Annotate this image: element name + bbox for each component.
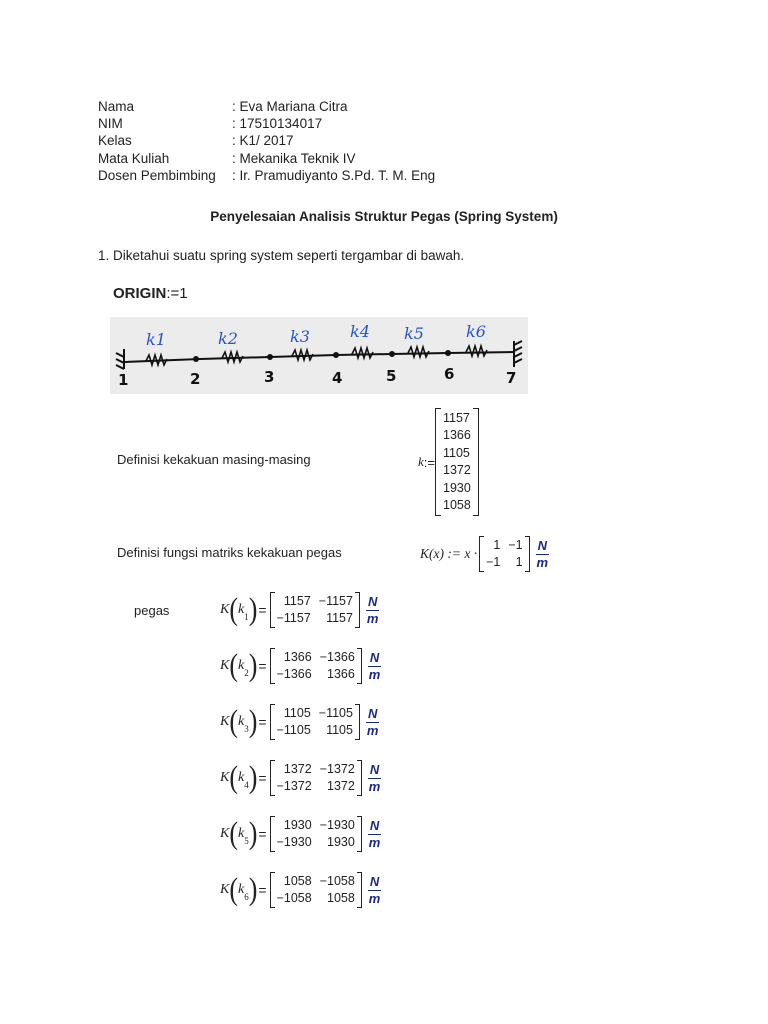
- equals-sign: =: [258, 770, 267, 786]
- k-assign: :=: [423, 454, 435, 470]
- matrix-cell: −1: [486, 555, 501, 569]
- node-dot: [445, 350, 451, 356]
- subscript: 1: [244, 612, 249, 622]
- spring-label-k4: k4: [350, 322, 370, 341]
- equals-sign: =: [258, 714, 267, 730]
- unit-n-per-m: $\frac{N}{m}$: [368, 761, 381, 794]
- matrix-cell: −1058: [276, 891, 312, 905]
- result-matrix: [270, 648, 362, 684]
- unit-n-per-m: $\frac{N}{m}$: [536, 537, 549, 570]
- matrix-cell: −1930: [319, 818, 355, 832]
- matrix-cell: −1366: [319, 650, 355, 664]
- subscript: 2: [244, 668, 249, 678]
- matrix-cell: 1930: [283, 818, 312, 832]
- matrix-cell: −1: [508, 538, 523, 552]
- result-matrix: [270, 816, 362, 852]
- result-row: [220, 760, 381, 796]
- node-dot: [267, 354, 273, 360]
- info-row-mata-kuliah: [98, 150, 598, 167]
- matrix-cell: −1105: [318, 706, 353, 720]
- origin-value: 1: [179, 285, 188, 302]
- result-row: [220, 648, 381, 684]
- matrix-cell: 1058: [327, 891, 355, 905]
- spring-label-k3: k3: [290, 327, 310, 346]
- equals-sign: =: [258, 602, 267, 618]
- matrix-cell: −1366: [276, 667, 312, 681]
- k-definition: [418, 408, 479, 516]
- matrix-cell: 1366: [283, 650, 312, 664]
- result-matrix: [270, 872, 362, 908]
- k-value: 1372: [443, 463, 471, 477]
- origin-assign: :=: [166, 285, 180, 302]
- node-label-7: 7: [506, 369, 517, 387]
- info-value: : Eva Mariana Citra: [232, 99, 348, 114]
- result-lhs: K ( k 4 ): [220, 760, 258, 795]
- question-text: 1. Diketahui suatu spring system seperti tergambar di bawah.: [98, 248, 465, 263]
- node-label-4: 4: [332, 369, 343, 387]
- origin-keyword: ORIGIN: [113, 285, 167, 302]
- node-label-6: 6: [444, 365, 455, 383]
- document-title: Penyelesaian Analisis Struktur Pegas (Spring System): [210, 209, 558, 224]
- kfun-lhs: K(x) := x ·: [420, 546, 478, 561]
- matrix-cell: −1157: [276, 611, 311, 625]
- k-value: 1105: [443, 445, 470, 460]
- k-var: k: [418, 454, 424, 469]
- matrix-cell: 1105: [283, 706, 311, 720]
- spring-label-k5: k5: [404, 324, 424, 343]
- spring-label-k2: k2: [218, 329, 238, 348]
- info-label: Kelas: [98, 133, 132, 149]
- result-row: [220, 816, 381, 852]
- info-value: : Mekanika Teknik IV: [232, 150, 356, 166]
- result-row: [220, 592, 379, 628]
- info-value: : 17510134017: [232, 116, 323, 132]
- unit-n-per-m: $\frac{N}{m}$: [366, 705, 379, 738]
- info-row-nama: [98, 98, 598, 115]
- unit-n-per-m: $\frac{N}{m}$: [368, 817, 381, 850]
- unit-n-per-m: $\frac{N}{m}$: [368, 873, 381, 906]
- equals-sign: =: [258, 882, 267, 898]
- node-dot: [333, 352, 339, 358]
- matrix-cell: 1: [515, 555, 523, 569]
- subscript: 3: [244, 724, 249, 734]
- info-label: NIM: [98, 116, 123, 132]
- kfun-matrix: [479, 536, 530, 572]
- subscript: 5: [244, 836, 249, 846]
- matrix-cell: 1372: [327, 779, 355, 793]
- matrix-cell: −1372: [319, 762, 355, 776]
- student-info: [98, 98, 598, 184]
- matrix-cell: 1058: [283, 874, 312, 888]
- info-value: : K1/ 2017: [232, 133, 294, 149]
- kfun-definition-label: Definisi fungsi matriks kekakuan pegas: [117, 545, 342, 560]
- matrix-cell: 1372: [283, 762, 312, 776]
- kfun-definition: [420, 536, 549, 572]
- matrix-cell: −1058: [319, 874, 355, 888]
- pegas-label: pegas: [134, 603, 170, 618]
- result-matrix: [270, 592, 360, 628]
- matrix-cell: −1105: [276, 723, 311, 737]
- k-value: 1058: [443, 498, 471, 512]
- result-lhs: K ( k 6 ): [220, 872, 258, 907]
- info-value: : Ir. Pramudiyanto S.Pd. T. M. Eng: [232, 167, 436, 183]
- info-label: Dosen Pembimbing: [98, 167, 216, 183]
- spring-system-diagram: [110, 317, 528, 394]
- node-label-2: 2: [190, 370, 201, 388]
- unit-n-per-m: $\frac{N}{m}$: [368, 649, 381, 682]
- matrix-cell: 1105: [326, 723, 353, 737]
- matrix-cell: 1930: [327, 835, 355, 849]
- node-label-5: 5: [386, 367, 397, 385]
- node-label-1: 1: [118, 371, 129, 389]
- node-label-3: 3: [264, 368, 275, 386]
- info-label: Nama: [98, 99, 135, 114]
- node-dot: [389, 351, 395, 357]
- right-bracket: [473, 408, 479, 516]
- info-label: Mata Kuliah: [98, 150, 170, 166]
- subscript: 6: [244, 892, 249, 902]
- origin-statement: [113, 285, 188, 302]
- info-row-kelas: [98, 132, 598, 149]
- info-row-dosen: [98, 167, 598, 184]
- result-lhs: K ( k 5 ): [220, 816, 258, 851]
- result-row: [220, 872, 381, 908]
- matrix-cell: 1: [493, 538, 501, 552]
- k-value: 1366: [443, 428, 471, 442]
- matrix-cell: 1157: [283, 594, 311, 608]
- result-matrix: [270, 704, 360, 740]
- result-lhs: K ( k 2 ): [220, 648, 258, 683]
- matrix-cell: −1930: [276, 835, 312, 849]
- subscript: 4: [244, 780, 249, 790]
- matrix-cell: −1157: [318, 594, 353, 608]
- result-matrix: [270, 760, 362, 796]
- k-value: 1157: [443, 410, 470, 425]
- info-row-nim: [98, 115, 598, 132]
- spring-label-k6: k6: [466, 322, 486, 341]
- spring-sketch: [110, 317, 528, 394]
- matrix-cell: 1366: [327, 667, 355, 681]
- k-value: 1930: [443, 480, 471, 495]
- result-lhs: K ( k 1 ): [220, 592, 258, 627]
- node-dot: [193, 356, 199, 362]
- matrix-cell: 1157: [326, 611, 353, 625]
- equals-sign: =: [258, 826, 267, 842]
- unit-n-per-m: $\frac{N}{m}$: [366, 593, 379, 626]
- matrix-cell: −1372: [276, 779, 312, 793]
- k-vector: [418, 408, 479, 516]
- equals-sign: =: [258, 658, 267, 674]
- spring-label-k1: k1: [146, 330, 166, 349]
- result-lhs: K ( k 3 ): [220, 704, 258, 739]
- k-definition-label: Definisi kekakuan masing-masing: [117, 452, 311, 467]
- result-row: [220, 704, 379, 740]
